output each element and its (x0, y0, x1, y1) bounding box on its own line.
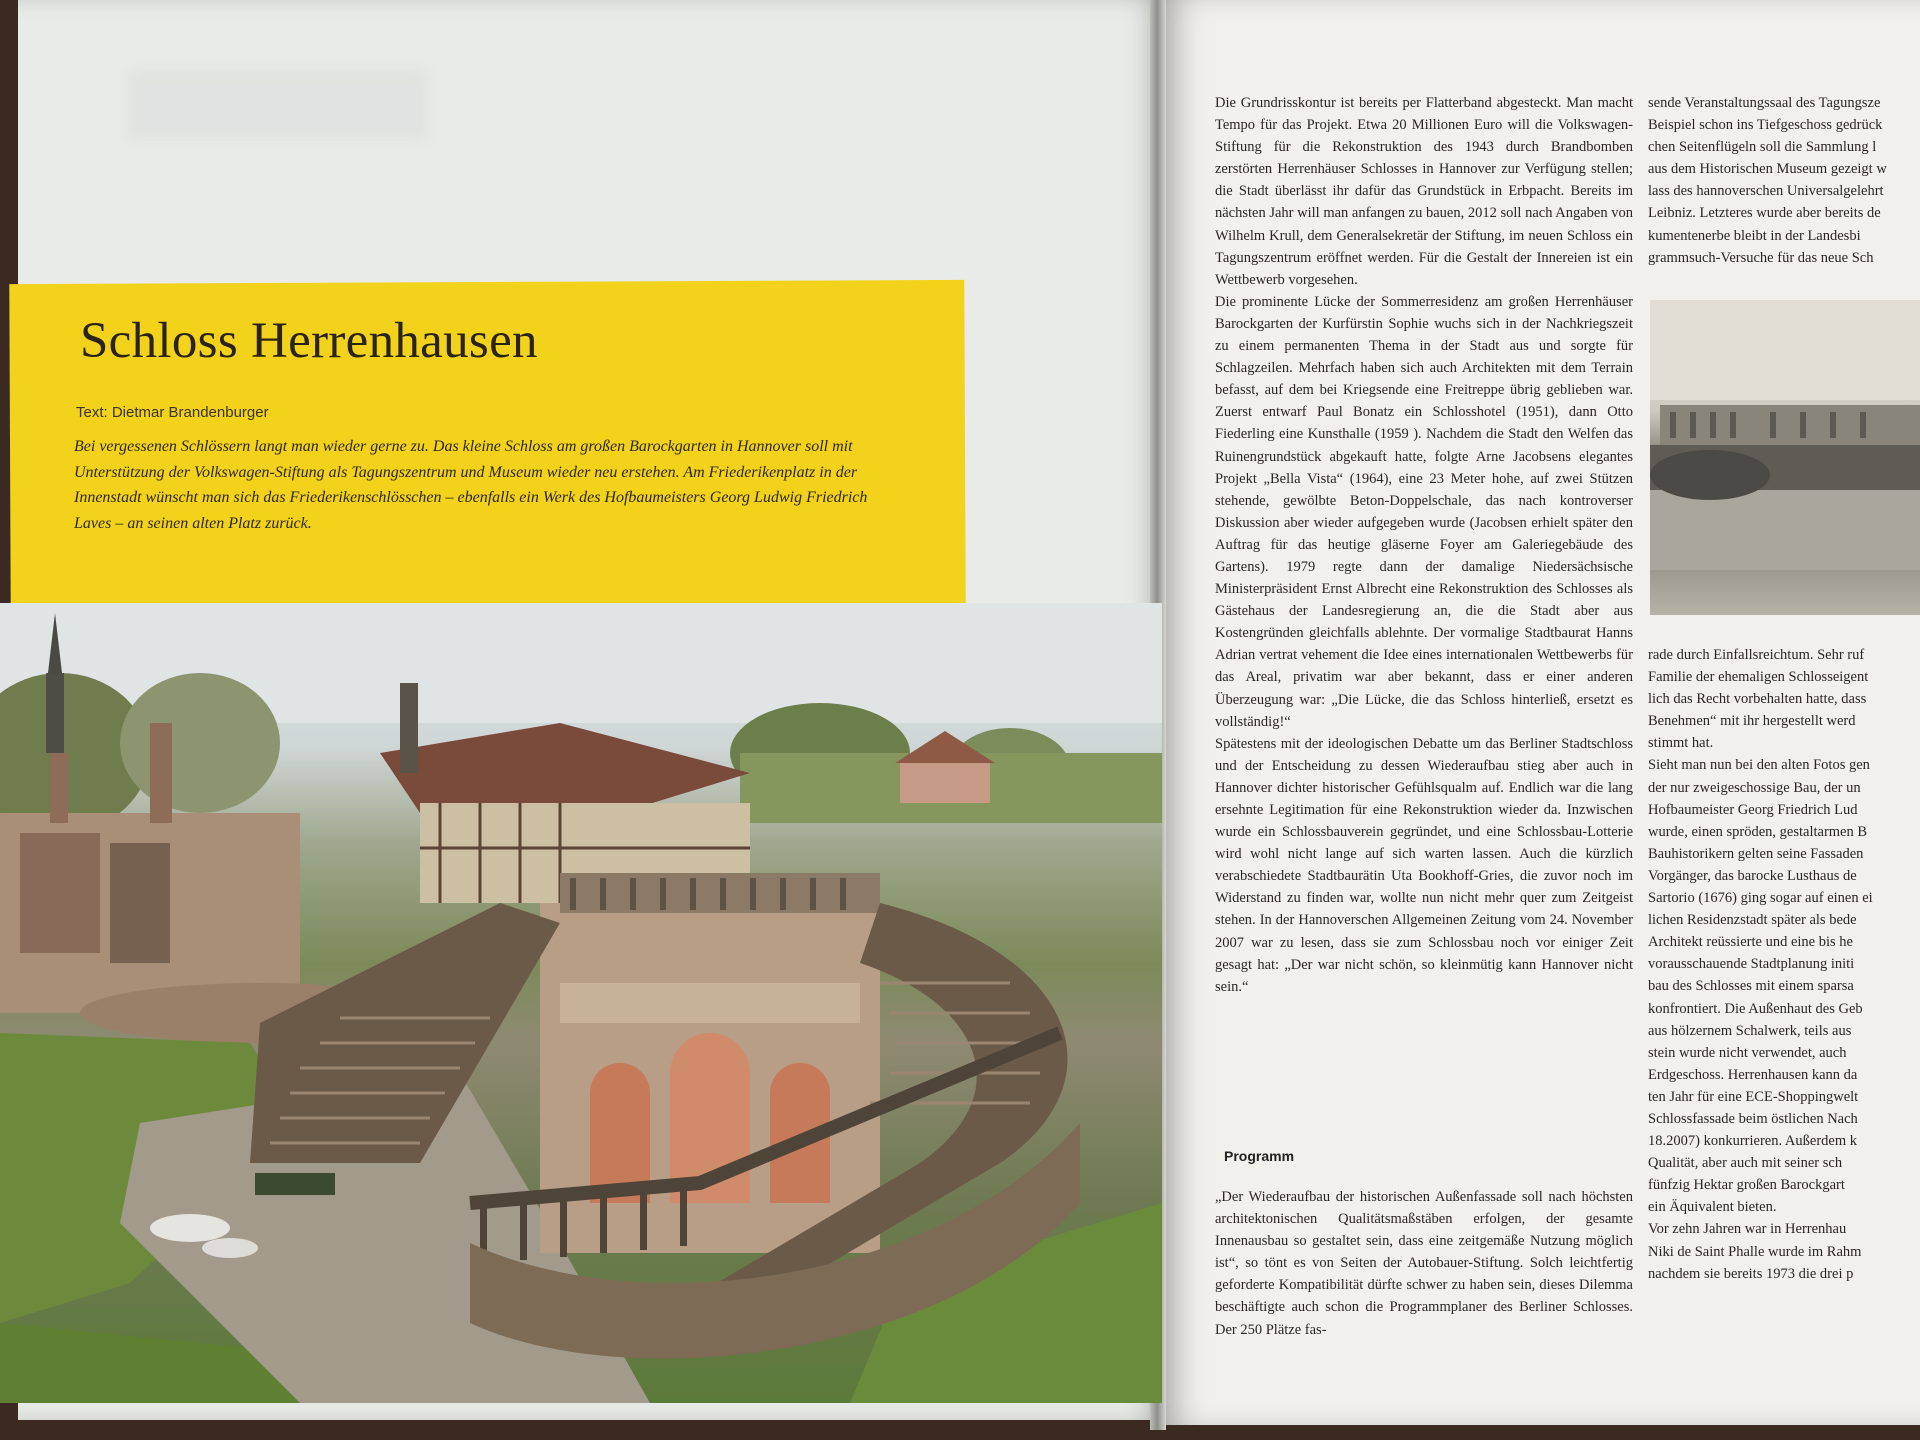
text-line: rade durch Einfallsreichtum. Sehr ruf (1648, 647, 1865, 663)
text-line: 18.2007) konkurrieren. Außerdem k (1648, 1133, 1857, 1150)
text-line: kumentenerbe bleibt in der Landesbi (1648, 227, 1861, 244)
text-line: stein wurde nicht verwendet, auch (1648, 1044, 1847, 1061)
body-paragraph: Die Grundrisskontur ist bereits per Flatterband abgesteckt. Man macht Tempo für das Projekt. Etwa 20 Millionen Euro will die Volkswagen-Stiftung für die Rekonstruktion des 1943 durch Brandbomben zerstörten Herrenhäuser Schlosses in Hannover zur Verfügung stellen; die Stadt überlässt ihr dafür das Grundstück in Erbpacht. Bereits im nächsten Jahr will man anfangen zu bauen, 2012 soll nach Angaben von Wilhelm Krull, dem Generalsekretär der Stiftung, im neuen Schloss ein Tagungszentrum eröffnet werden. Für die Gestalt der Innereien ist ein Wettbewerb vorgesehen. (1215, 95, 1633, 288)
text-line: aus dem Historischen Museum gezeigt w (1648, 161, 1887, 178)
text-line: konfrontiert. Die Außenhaut des Geb (1648, 1000, 1863, 1017)
text-line: Qualität, aber auch mit seiner sch (1648, 1155, 1843, 1172)
text-line: lichen Residenzstadt später als bede (1648, 912, 1857, 929)
body-paragraph: Die prominente Lücke der Sommerresidenz am großen Herrenhäuser Barockgarten der Kurfürstin Sophie wuchs sich in der Nachkriegszeit zu einem permanenten Thema in der Stadt aus und sorgte für Schlagzeilen. Mehrfach haben sich auch Architekten mit dem Terrain befasst, auf dem bei Kriegsende eine Freitreppe übrig geblieben war. Zuerst entwarf Paul Bonatz ein Schlosshotel (1951), dann Otto Fiederling eine Kunsthalle (1959 ). Nachdem die Stadt den Welfen das Ruinengrundstück abgekauft hatte, folgte Arne Jacobsens elegantes Projekt „Bella Vista“ (1964), eine 23 Meter hohe, auf zwei Stützen stehende, gewölbte Beton-Doppelschale, das nach kontroverser Diskussion aber wieder aufgegeben wurde (Jacobsen erhielt später den Auftrag für das heutige gläserne Foyer am Galeriegebäude des Gartens). 1979 regte dann der damalige Niedersächsische Ministerpräsident Ernst Albrecht eine Rekonstruktion des Schlosses als Gästehaus der Landesregierung an, die die Stadt aber aus Kostengründen gleichfalls ablehnte. Der vormalige Stadtbaurat Hanns Adrian vertrat vehement die Idee eines internationalen Wettbewerbs für das Areal, privatim war aber bekannt, dass er einer anderen Überzeugung war: „Die Lücke, die das Schloss hinterließ, ersetzt es vollständig!“ (1215, 293, 1633, 730)
text-line: Sartorio (1676) ging sogar auf einen ei (1648, 890, 1873, 907)
text-line: Hofbaumeister Georg Friedrich Lud (1648, 801, 1858, 818)
ruin-staircase-photo (0, 603, 1162, 1403)
text-line: ten Jahr für eine ECE-Shoppingwelt (1648, 1088, 1859, 1105)
text-line: Sieht man nun bei den alten Fotos gen (1648, 757, 1870, 774)
text-line: der nur zweigeschossige Bau, der un (1648, 779, 1861, 796)
text-line: lass des hannoverschen Universalgelehrt (1648, 183, 1884, 200)
text-line: fünfzig Hektar großen Barockgart (1648, 1177, 1845, 1194)
article-intro: Bei vergessenen Schlössern langt man wieder gerne zu. Das kleine Schloss am großen Barockgarten in Hannover soll mit Unterstützung der Volkswagen-Stiftung als Tagungszentrum und Museum wieder neu erstehen. Am Friederikenplatz in der Innenstadt wünscht man sich das Friederikenschlösschen – ebenfalls ein Werk des Hofbaumeisters Georg Ludwig Friedrich Laves – an seinen alten Platz zurück. (74, 438, 868, 532)
text-line: Bauhistorikern gelten seine Fassaden (1648, 845, 1864, 862)
body-paragraph: „Der Wiederaufbau der historischen Außenfassade soll nach höchsten architektonischen Qualitätsmaßstäben erfolgen, der gesamte Innenausbau so gestaltet sein, dass eine zeitgemäße Nutzung möglich ist“, so tönt es von Seiten der Autobauer-Stiftung. Solch leichtfertig geforderte Kompatibilität dürfte schwer zu haben sein, dieses Dilemma beschäftigte auch schon die Programmplaner des Berliner Schlosses. Der 250 Plätze fas- (1215, 1189, 1633, 1338)
article-column-1-continued (1215, 1186, 1633, 1341)
text-line: chen Seitenflügeln soll die Sammlung l (1648, 139, 1877, 156)
text-line: stimmt hat. (1648, 735, 1714, 752)
text-line: Vorgänger, das barocke Lusthaus de (1648, 867, 1857, 884)
text-line: vorausschauende Stadtplanung initi (1648, 956, 1855, 973)
historic-photo (1650, 300, 1920, 615)
text-line: Leibniz. Letzteres wurde aber bereits de (1648, 205, 1881, 222)
text-line: bau des Schlosses mit einem sparsa (1648, 978, 1854, 995)
historic-photo-illustration (1650, 300, 1920, 615)
text-line: nachdem sie bereits 1973 die drei p (1648, 1265, 1854, 1282)
text-line: wurde, einen spröden, gestaltarmen B (1648, 823, 1868, 840)
article-column-2-bottom (1648, 644, 1920, 1285)
text-line: Vor zehn Jahren war in Herrenhau (1648, 1221, 1847, 1238)
photo-illustration (0, 603, 1162, 1403)
text-line: lich das Recht vorbehalten hatte, dass (1648, 691, 1867, 708)
section-heading: Programm (1224, 1148, 1295, 1164)
text-line: Architekt reüssierte und eine bis he (1648, 934, 1853, 951)
article-column-2-top (1648, 92, 1920, 269)
text-line: Erdgeschoss. Herrenhausen kann da (1648, 1066, 1858, 1083)
article-title: Schloss Herrenhausen (80, 313, 538, 369)
article-column-1 (1215, 92, 1633, 998)
article-byline: Text: Dietmar Brandenburger (76, 404, 269, 421)
text-line: ein Äquivalent bieten. (1648, 1199, 1777, 1216)
text-line: Schlossfassade beim östlichen Nach (1648, 1110, 1858, 1127)
body-paragraph: Spätestens mit der ideologischen Debatte um das Berliner Stadtschloss und der Entscheidung zu dessen Wiederaufbau stieg aber auch in Hannover dichter historischer Gefühlsqualm auf. Endlich war die lang ersehnte Legitimation für eine Rekonstruktion wieder da. Inzwischen wurde ein Schlossbauverein gegründet, und eine Schlossbau-Lotterie wird wohl nicht lange auf sich warten lassen. Auch die kürzlich verabschiedete Stadtbaurätin Uta Bookhoff-Gries, die zuvor noch im Widerstand zu finden war, wollte nun nicht mehr quer zum Zeitgeist stehen. In der Hannoverschen Allgemeinen Zeitung vom 24. November 2007 war zu lesen, dass sie zum Schlossbau noch vor einiger Zeit gesagt hat: „Der war nicht schön, so kleinmütig kann Hannover nicht sein.“ (1215, 735, 1633, 995)
text-line: grammsuch-Versuche für das neue Sch (1648, 249, 1874, 266)
text-line: Beispiel schon ins Tiefgeschoss gedrück (1648, 117, 1883, 134)
text-line: Benehmen“ mit ihr hergestellt werd (1648, 713, 1856, 730)
show-through-text (128, 70, 428, 140)
text-line: sende Veranstaltungssaal des Tagungsze (1648, 95, 1881, 111)
text-line: Niki de Saint Phalle wurde im Rahm (1648, 1243, 1862, 1260)
text-line: Familie der ehemaligen Schlosseigent (1648, 669, 1869, 686)
text-line: aus hölzernem Schalwerk, teils aus (1648, 1022, 1852, 1039)
